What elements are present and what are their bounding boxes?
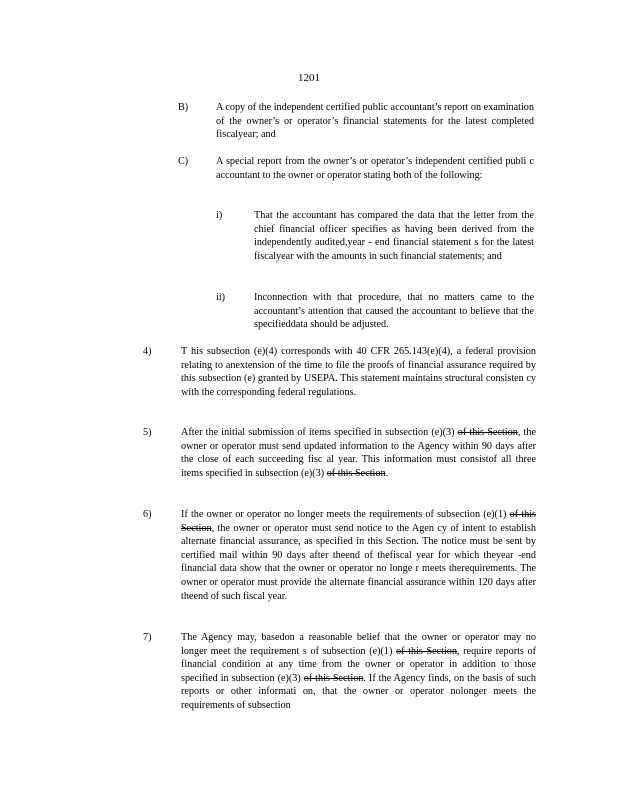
paragraph-label: i) [216,210,223,221]
paragraph-label: B) [178,102,189,113]
paragraph-label: C) [178,156,189,167]
paragraph-label: ii) [216,292,226,303]
struck-text: of this Section [326,467,386,479]
paragraph-text: A copy of the independent certified public accountant’s report on examination of the owner’s or operator’s financial statements for the latest completed fiscalyear; and [216,102,534,141]
struck-text: of this Section [303,672,364,684]
paragraph-text: A special report from the owner’s or operator’s independent certified publi c accountant to the owner or operator stating both of the following: [216,156,534,181]
paragraph-text [181,508,536,603]
paragraph-label: 6) [143,509,152,520]
struck-text: of this Section [181,509,536,534]
paragraph-text [181,426,536,480]
text-segment: After the initial submission of items specified in subsection (e)(3) [181,427,455,438]
paragraph-text: Inconnection with that procedure, that no matters came to the accountant’s attention that caused the accountant to believe that the specifieddata should be adjusted. [254,292,534,331]
paragraph-text: That the accountant has compared the data that the letter from the chief financial officer specifies as having been derived from the independently audited,year - end financial statement s for the latest fiscalyear with the amounts in such financial statements; and [254,210,534,262]
text-segment: If the owner or operator no longer meets the requirements of subsection (e)(1) [181,509,507,520]
text-segment: , the owner or operator must send updated information to the Agency within 90 days after the close of each succeeding fisc al year. This information must consistof all three items specified in subsection (e)(3) [181,427,536,479]
paragraph-label: 4) [143,346,152,357]
text-segment: . If the Agency finds, on the basis of such reports or other informati on, that the owner or operator nolonger meets the requirements of subsection [181,672,537,711]
text-segment: . [385,467,389,479]
struck-text: of this Section [457,427,518,438]
text-segment: , the owner or operator must send notice to the Agen cy of intent to establish alternate financial assurance, as specified in this Section. The notice must be sent by certified mail within 90 days after theend of thefiscal year for which theyear -end financial data show that the owner or operator no longe r meets therequirements. The owner or operator must provide the alternate financial assurance within 120 days after theend of such fiscal year. [181,522,536,602]
page-number: 1201 [298,72,320,84]
struck-text: of this Section [396,645,457,657]
paragraph-text: T his subsection (e)(4) corresponds with 40 CFR 265.143(e)(4), a federal provision relating to anextension of the time to file the proofs of financial assurance required by this subsection (e) granted by USEPA. This statement maintains structural consisten cy with the corresponding federal regulations. [181,346,536,398]
paragraph-label: 5) [143,427,152,438]
paragraph-text [181,631,536,713]
text-segment: , require reports of financial condition at any time from the owner or operator in addition to those specified in subsection (e)(3) [181,645,536,684]
text-segment: The Agency may, basedon a reasonable belief that the owner or operator may no longer meet the requirement s of subsection (e)(1) [181,632,536,657]
paragraph-label: 7) [143,632,152,643]
